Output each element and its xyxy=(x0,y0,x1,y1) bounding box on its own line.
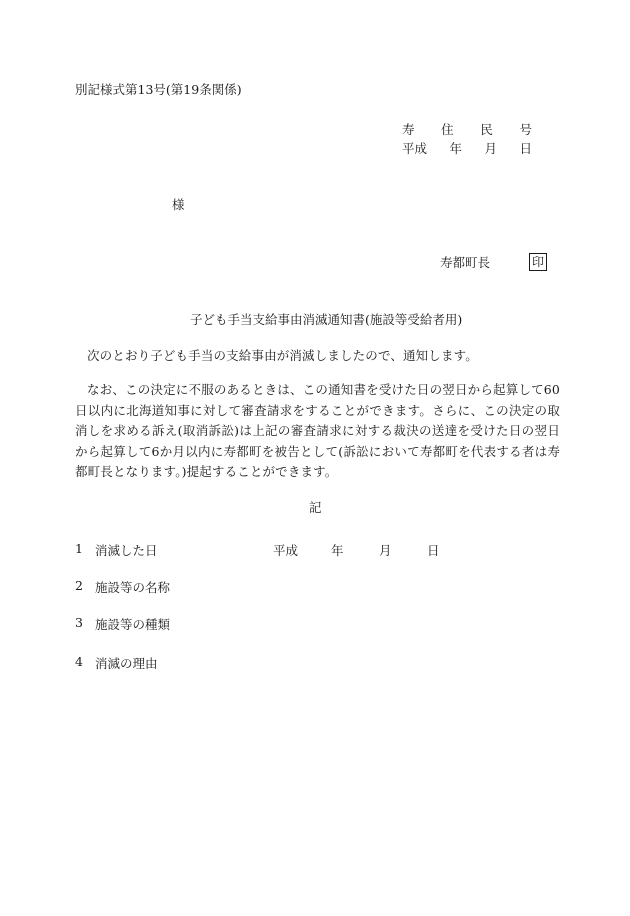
item-label: 消滅した日 xyxy=(95,543,158,558)
ki-heading: 記 xyxy=(309,500,322,515)
date-era: 平成 xyxy=(273,543,299,558)
document-title: 子ども手当支給事由消滅通知書(施設等受給者用) xyxy=(190,312,463,327)
item-label: 消滅の理由 xyxy=(95,656,158,671)
item-number: 2 xyxy=(75,578,83,593)
doc-date-part: 年 xyxy=(449,141,462,156)
doc-number-part: 民 xyxy=(480,122,493,137)
item-label: 施設等の種類 xyxy=(95,617,171,632)
issuer-name: 寿都町長 xyxy=(440,255,491,270)
item-number: 4 xyxy=(75,654,83,669)
document-number xyxy=(402,124,532,137)
document-date xyxy=(402,143,532,156)
form-number: 別記様式第13号(第19条関係) xyxy=(75,82,242,97)
body-paragraph-appeal: なお、この決定に不服のあるときは、この通知書を受けた日の翌日から起算して60日以内に北海道知事に対して審査請求をすることができます。さらに、この決定の取消しを求める訴え(取消訴訟)は上記の審査請求に対する裁決の送達を受けた日の翌日から起算して6か月以内に寿都町を被告として(訴訟において寿都町を代表する者は寿都町長となります。)提起することができます。 xyxy=(75,382,560,479)
date-day: 日 xyxy=(427,543,440,558)
item-number: 1 xyxy=(75,541,83,556)
date-year: 年 xyxy=(331,543,344,558)
doc-number-part: 号 xyxy=(519,122,532,137)
addressee-suffix: 様 xyxy=(172,197,185,212)
date-month: 月 xyxy=(379,543,392,558)
body-paragraph-notice: 次のとおり子ども手当の支給事由が消滅しましたので、通知します。 xyxy=(87,348,478,363)
doc-number-part: 寿 xyxy=(402,122,415,137)
doc-date-part: 日 xyxy=(519,141,532,156)
seal-mark: 印 xyxy=(529,253,547,271)
doc-number-part: 住 xyxy=(441,122,454,137)
doc-date-part: 平成 xyxy=(402,141,428,156)
item-label: 施設等の名称 xyxy=(95,580,171,595)
item-number: 3 xyxy=(75,615,83,630)
doc-date-part: 月 xyxy=(484,141,497,156)
